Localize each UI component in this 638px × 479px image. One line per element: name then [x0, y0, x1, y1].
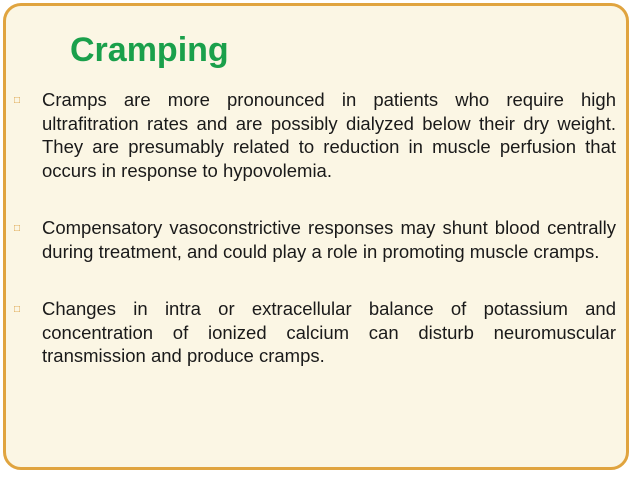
bullet-list — [14, 88, 616, 368]
square-bullet-icon: □ — [14, 304, 21, 315]
square-bullet-icon: □ — [14, 95, 21, 106]
list-item-text: Cramps are more pronounced in patients who require high ultrafitration rates and are possibly dialyzed below their dry weight. They are presumably related to reduction in muscle perfusion that occurs in response to hypovolemia. — [42, 89, 616, 181]
list-item — [14, 216, 616, 263]
list-item-text: Changes in intra or extracellular balance of potassium and concentration of ionized calcium can disturb neuromuscular transmission and produce cramps. — [42, 298, 616, 366]
slide-title: Cramping — [70, 31, 229, 69]
list-item — [14, 297, 616, 368]
list-item-text: Compensatory vasoconstrictive responses may shunt blood centrally during treatment, and could play a role in promoting muscle cramps. — [42, 217, 616, 262]
list-item — [14, 88, 616, 182]
square-bullet-icon: □ — [14, 223, 21, 234]
